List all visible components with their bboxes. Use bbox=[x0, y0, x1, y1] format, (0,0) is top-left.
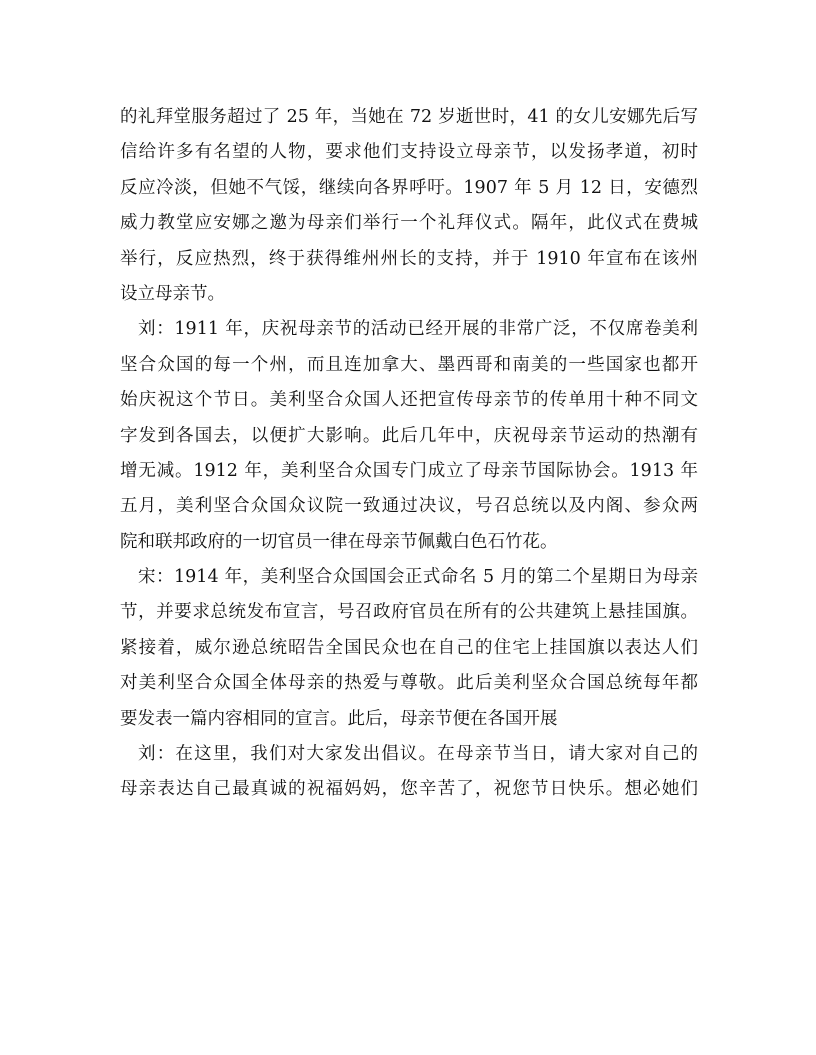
paragraph-song bbox=[120, 560, 698, 737]
text-line: 母亲表达自己最真诚的祝福妈妈，您辛苦了，祝您节日快乐。想必她们 bbox=[120, 779, 698, 800]
text-line: 始庆祝这个节日。美利坚合众国人还把宣传母亲节的传单用十种不同文 bbox=[120, 390, 698, 411]
text-line: 增无减。1912 年，美利坚合众国专门成立了母亲节国际协会。1913 年 bbox=[120, 460, 698, 481]
text-line: 要发表一篇内容相同的宣言。此后，母亲节便在各国开展 bbox=[120, 708, 558, 729]
text-line: 紧接着，威尔逊总统昭告全国民众也在自己的住宅上挂国旗以表达人们 bbox=[120, 637, 698, 658]
text-line: 宋：1914 年，美利坚合众国国会正式命名 5 月的第二个星期日为母亲 bbox=[138, 567, 698, 588]
text-line: 的礼拜堂服务超过了 25 年，当她在 72 岁逝世时，41 的女儿安娜先后写 bbox=[120, 107, 698, 127]
text-line: 院和联邦政府的一切官员一律在母亲节佩戴白色石竹花。 bbox=[120, 531, 558, 552]
paragraph-liu-2 bbox=[120, 737, 698, 808]
text-line: 刘：在这里，我们对大家发出倡议。在母亲节当日，请大家对自己的 bbox=[138, 744, 698, 765]
text-line: 反应冷淡，但她不气馁，继续向各界呼吁。1907 年 5 月 12 日，安德烈 bbox=[120, 177, 698, 198]
text-line: 坚合众国的每一个州，而且连加拿大、墨西哥和南美的一些国家也都开 bbox=[120, 354, 698, 375]
paragraph-liu-1 bbox=[120, 312, 698, 560]
text-line: 节，并要求总统发布宣言，号召政府官员在所有的公共建筑上悬挂国旗。 bbox=[120, 602, 698, 623]
text-line: 刘：1911 年，庆祝母亲节的活动已经开展的非常广泛，不仅席卷美利 bbox=[138, 319, 698, 340]
text-line: 信给许多有名望的人物，要求他们支持设立母亲节，以发扬孝道，初时 bbox=[120, 142, 698, 163]
text-line: 五月，美利坚合众国众议院一致通过决议，号召总统以及内阁、参众两 bbox=[120, 496, 698, 517]
text-line: 对美利坚合众国全体母亲的热爱与尊敬。此后美利坚众合国总统每年都 bbox=[120, 673, 698, 694]
text-line: 威力教堂应安娜之邀为母亲们举行一个礼拜仪式。隔年，此仪式在费城 bbox=[120, 213, 698, 234]
text-line: 字发到各国去，以便扩大影响。此后几年中，庆祝母亲节运动的热潮有 bbox=[120, 425, 698, 446]
paragraph-history bbox=[120, 100, 698, 312]
text-line: 举行，反应热烈，终于获得维州州长的支持，并于 1910 年宣布在该州 bbox=[120, 248, 698, 269]
document-page bbox=[120, 100, 698, 808]
text-line: 设立母亲节。 bbox=[120, 283, 225, 304]
